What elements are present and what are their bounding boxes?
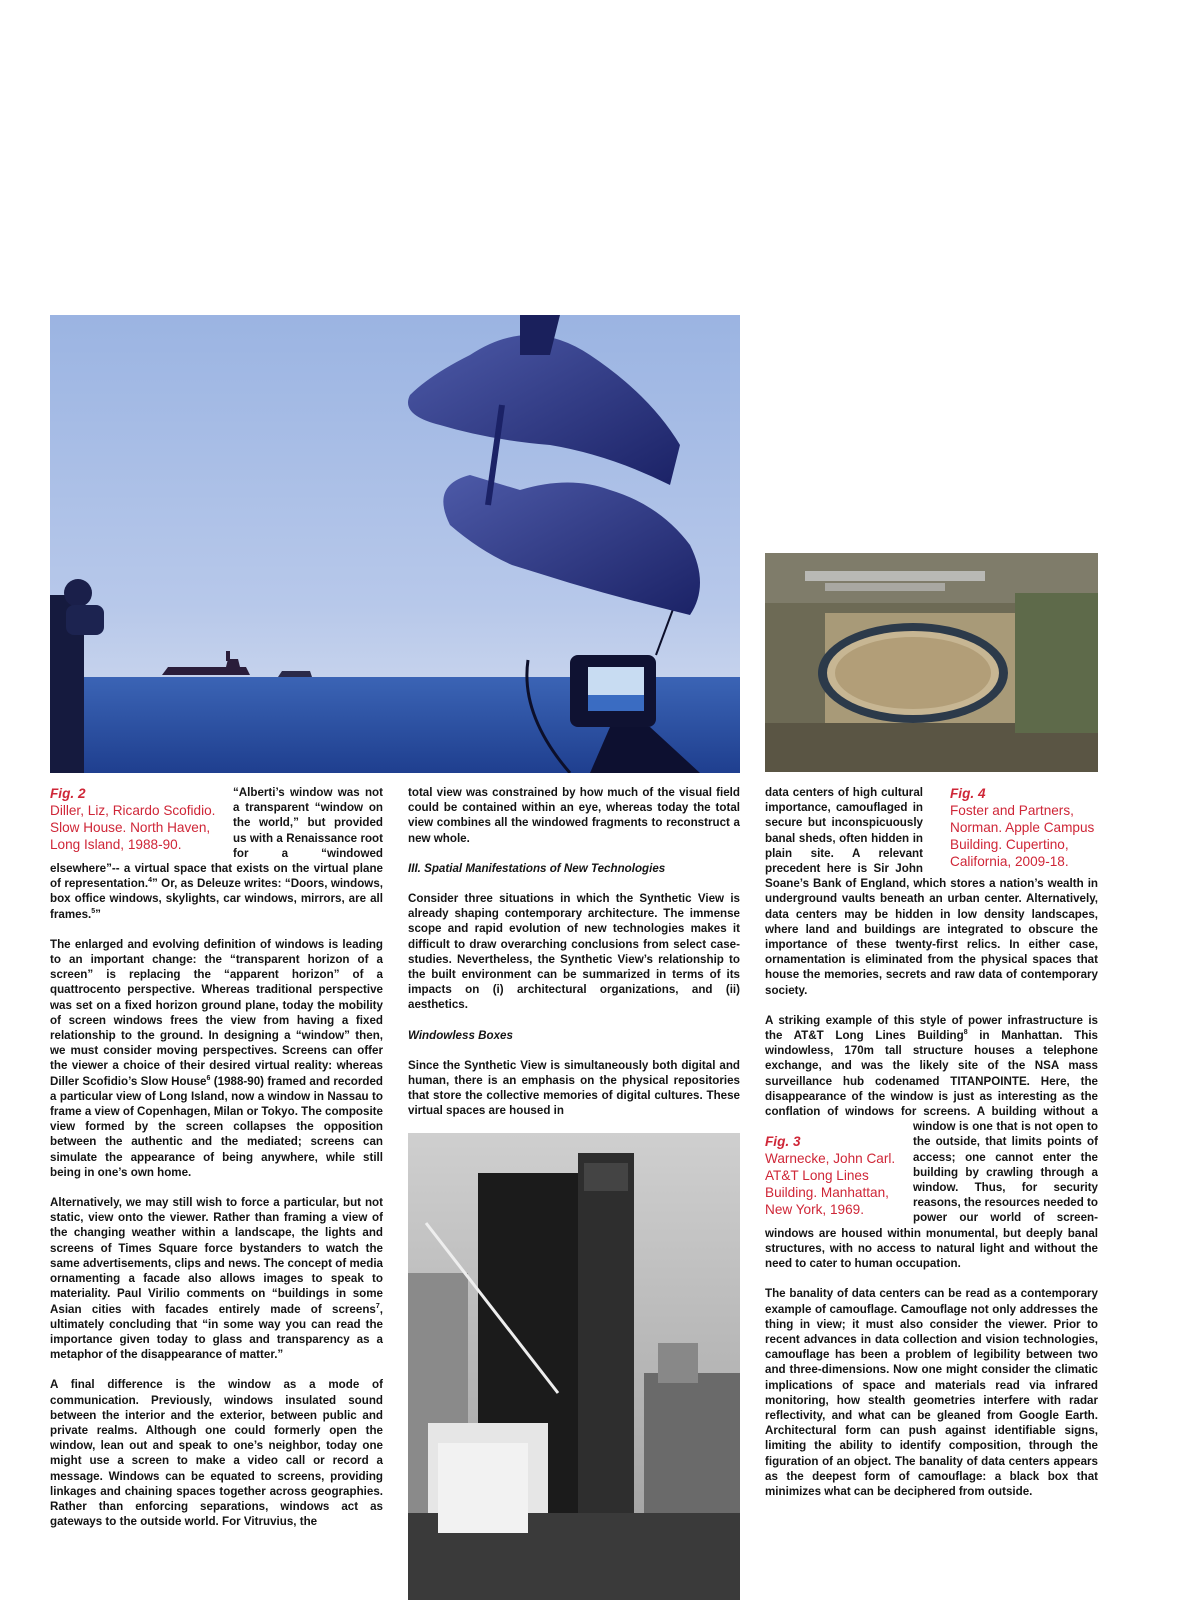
fig4-image bbox=[765, 553, 1098, 772]
col2-paragraph-1: total view was constrained by how much of the visual field could be contained within an eye, whereas today the total view combines all the windowed fragments to reconstruct a new whole. bbox=[408, 786, 740, 845]
section-heading-3: III. Spatial Manifestations of New Technologies bbox=[408, 861, 666, 875]
fig4-caption-spacer bbox=[923, 785, 1098, 867]
fig2-caption: Diller, Liz, Ricardo Scofidio. Slow House. North Haven, Long Island, 1988-90. bbox=[50, 803, 216, 852]
col2-paragraph-3: Since the Synthetic View is simultaneously both digital and human, there is an emphasis on the physical repositories that store the collective memories of digital cultures. These virtual spaces are housed in bbox=[408, 1058, 740, 1118]
column-1 bbox=[50, 785, 383, 1544]
fig4-label: Fig. 4 bbox=[950, 786, 986, 801]
fig3-image bbox=[408, 1133, 740, 1600]
fig4-caption: Foster and Partners, Norman. Apple Campus Building. Cupertino, California, 2009-18. bbox=[950, 803, 1095, 869]
fig3-label: Fig. 3 bbox=[765, 1134, 801, 1149]
fig2-image bbox=[50, 315, 740, 773]
caption-spacer bbox=[50, 785, 233, 859]
col1-paragraph-4: A final difference is the window as a mode of communication. Previously, windows insulated sound between the interior and the exterior, between public and private realms. Although one could formerly open the window, lean out and speak to one’s neighbor, today one might use a screen to make a video call or record a message. Windows can be equated to screens, providing linkages and chaining spaces together across geographies. Rather than enforcing separations, windows act as gateways to the outside world. For Vitruvius, the bbox=[50, 1378, 383, 1529]
subheading-windowless-boxes: Windowless Boxes bbox=[408, 1028, 513, 1042]
col1-paragraph-1: “Alberti’s window was not a transparent “window on the world,” but provided us with a Renaissance root for a “windowed elsewhere”-- a virtual space that exists on the virtual plane of representation.$^4$” Or, as Deleuze writes: “Doors, windows, box office windows, skylights, car windows, mirrors, are all frames.$^5$” bbox=[50, 786, 383, 921]
fig3-caption-spacer bbox=[765, 1133, 913, 1221]
col3-paragraph-1: data centers of high cultural importance, camouflaged in secure but inconspicuously banal sheds, often hidden in plain site. A relevant precedent here is Sir John Soane’s Bank of England, which stores a nation’s wealth in underground vaults beneath an urban center. Alternatively, data centers may be hidden in low density landscapes, where land and buildings are integrated to obscure the importance of these twenty-first relics. In either case, ornamentation is eliminated from the physical spaces that house the memories, secrets and raw data of contemporary society. bbox=[765, 786, 1098, 997]
col3-paragraph-3: The banality of data centers can be read as a contemporary example of camouflage. Camouflage not only addresses the thing in view; it must also consider the viewer. Prior to recent advances in data collection and vision technologies, camouflage has been a problem of legibility between two and three-dimensions. Now one might consider the climatic implications of space and materials read via infrared monitoring, how stealth geometries interfere with radar reflectivity, and what can be gleaned from Google Earth. Architectural form can push against identifiable signs, limiting the ability to identify composition, through the figuration of an object. The banality of data centers appears as the deepest form of camouflage: a black box that minimizes what can be deciphered from outside. bbox=[765, 1287, 1098, 1498]
fig3-caption: Warnecke, John Carl. AT&T Long Lines Building. Manhattan, New York, 1969. bbox=[765, 1151, 896, 1217]
col1-paragraph-3: Alternatively, we may still wish to force a particular, but not static, view onto the viewer. Rather than framing a view of the changing weather within a landscape, the lights and screens of Times Square force bystanders to watch the same advertisements, clips and news. The concept of media ornamenting a facade also allows images to speak to materiality. Paul Virilio comments on “buildings in some Asian cities with facades entirely made of screens$^7$, ultimately concluding that “in some way you can read the importance given today to glass and transparency as a metaphor of the disappearance of matter.” bbox=[50, 1196, 383, 1362]
column-2 bbox=[408, 785, 740, 1134]
col3-paragraph-2: A striking example of this style of power infrastructure is the AT&T Long Lines Building$^8$ in Manhattan. This windowless, 170m tall structure houses a telephone exchange, and was the likely site of the NSA mass surveillance hub codenamed TITANPOINTE. Here, the disappearance of the window is just as interesting as the conflation of windows for screens. A building without a window is one that is not open to the outside, that limits points of access; one cannot enter the building by crawling through a window. Thus, for security reasons, the resources needed to power our world of screen-windows are housed within monumental, but deeply banal structures, with no access to natural light and without the need to cater to human occupation. bbox=[765, 1013, 1098, 1271]
column-3 bbox=[765, 785, 1098, 1514]
col2-paragraph-2: Consider three situations in which the Synthetic View is already shaping contemporary architecture. The immense scope and rapid evolution of new technologies makes it difficult to draw overarching conclusions from select case-studies. Nevertheless, the Synthetic View’s relationship to the built environment can be summarized in terms of its impacts on (i) architectural organizations, and (ii) aesthetics. bbox=[408, 892, 740, 1012]
col1-paragraph-2: The enlarged and evolving definition of windows is leading to an important change: the “transparent horizon of a screen” is replacing the “apparent horizon” of a quattrocento perspective. Whereas traditional perspective was set on a fixed horizon ground plane, today the mobility of screen windows frees the view from having a fixed relationship to the ground. In designing a “window” then, we must consider moving perspectives. Screens can offer the viewer a choice of their desired virtual reality: whereas Diller Scofidio’s Slow House$^6$ (1988-90) framed and recorded a particular view of Long Island, now a window in Nassau to frame a view of Copenhagen, Milan or Tokyo. The composite view formed by the screen collapses the opposition between the authentic and the mediated; screens can simulate the appearance of being anywhere, while still being in one’s own home. bbox=[50, 937, 383, 1179]
fig2-label: Fig. 2 bbox=[50, 786, 86, 801]
